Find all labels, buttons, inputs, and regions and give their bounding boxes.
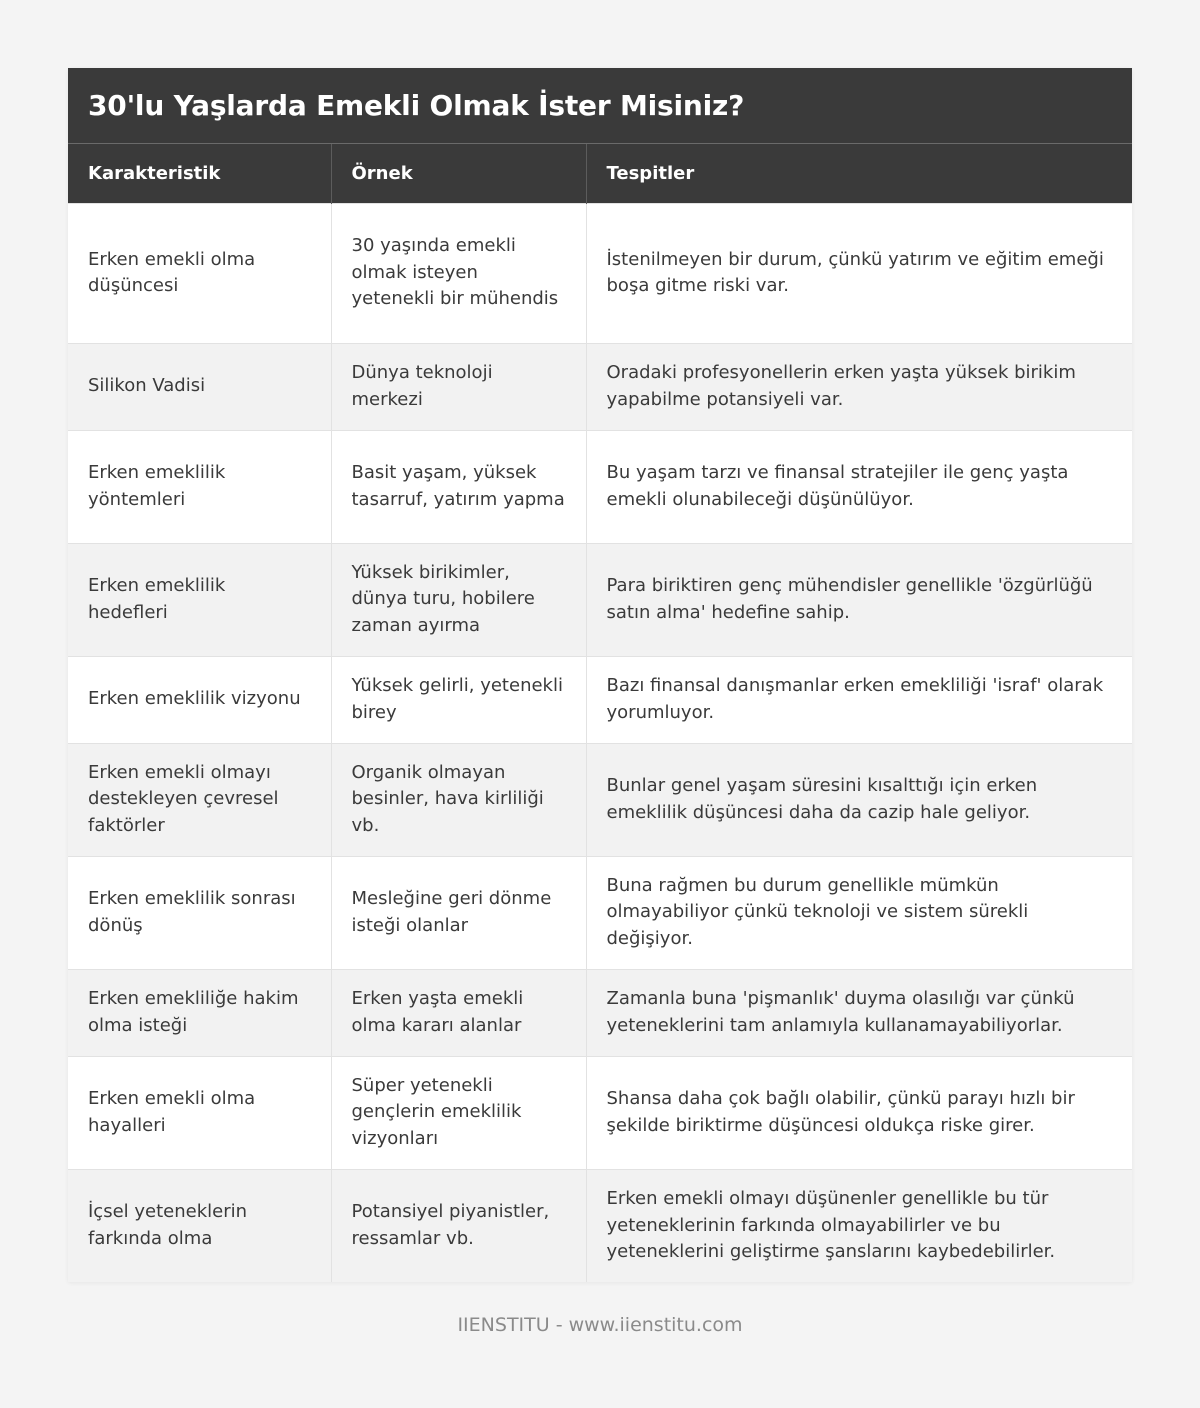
cell-finding: Para biriktiren genç mühendisler genellikle 'özgürlüğü satın alma' hedefine sahip. xyxy=(586,543,1132,656)
cell-finding: Buna rağmen bu durum genellikle mümkün olmayabiliyor çünkü teknoloji ve sistem sürekli değişiyor. xyxy=(586,856,1132,969)
cell-finding: Oradaki profesyonellerin erken yaşta yüksek birikim yapabilme potansiyeli var. xyxy=(586,343,1132,430)
cell-characteristic: Erken emeklilik yöntemleri xyxy=(68,430,331,543)
cell-example: Yüksek birikimler, dünya turu, hobilere zaman ayırma xyxy=(331,543,586,656)
cell-finding: Bazı finansal danışmanlar erken emekliliği 'israf' olarak yorumluyor. xyxy=(586,656,1132,743)
table-row xyxy=(68,203,1132,343)
cell-finding: Bu yaşam tarzı ve finansal stratejiler ile genç yaşta emekli olunabileceği düşünülüyor. xyxy=(586,430,1132,543)
table-row xyxy=(68,430,1132,543)
cell-characteristic: Erken emeklilik hedefleri xyxy=(68,543,331,656)
column-header-findings: Tespitler xyxy=(586,144,1132,203)
data-table xyxy=(68,144,1132,1282)
table-row xyxy=(68,343,1132,430)
table-row xyxy=(68,656,1132,743)
table-row xyxy=(68,969,1132,1056)
table-row xyxy=(68,1169,1132,1282)
column-header-characteristic: Karakteristik xyxy=(68,144,331,203)
table-row xyxy=(68,543,1132,656)
cell-finding: Bunlar genel yaşam süresini kısalttığı için erken emeklilik düşüncesi daha da cazip hale geliyor. xyxy=(586,743,1132,856)
footer-credit: IIENSTITU - www.iienstitu.com xyxy=(457,1314,743,1336)
cell-characteristic: Erken emeklilik vizyonu xyxy=(68,656,331,743)
cell-example: Basit yaşam, yüksek tasarruf, yatırım yapma xyxy=(331,430,586,543)
table-header xyxy=(68,144,1132,203)
cell-finding: Erken emekli olmayı düşünenler genellikle bu tür yeteneklerinin farkında olmayabilirler ve bu yeteneklerini geliştirme şanslarını kaybedebilirler. xyxy=(586,1169,1132,1282)
cell-characteristic: İçsel yeteneklerin farkında olma xyxy=(68,1169,331,1282)
table-row xyxy=(68,743,1132,856)
cell-example: Erken yaşta emekli olma kararı alanlar xyxy=(331,969,586,1056)
cell-example: Dünya teknoloji merkezi xyxy=(331,343,586,430)
cell-characteristic: Erken emekli olma düşüncesi xyxy=(68,203,331,343)
cell-characteristic: Erken emeklilik sonrası dönüş xyxy=(68,856,331,969)
cell-example: Yüksek gelirli, yetenekli birey xyxy=(331,656,586,743)
cell-finding: Zamanla buna 'pişmanlık' duyma olasılığı var çünkü yeteneklerini tam anlamıyla kullanamayabiliyorlar. xyxy=(586,969,1132,1056)
column-header-example: Örnek xyxy=(331,144,586,203)
page-title: 30'lu Yaşlarda Emekli Olmak İster Misiniz? xyxy=(88,89,745,122)
table-card xyxy=(68,68,1132,1282)
table-row xyxy=(68,1056,1132,1169)
cell-characteristic: Erken emekli olma hayalleri xyxy=(68,1056,331,1169)
cell-finding: Shansa daha çok bağlı olabilir, çünkü parayı hızlı bir şekilde biriktirme düşüncesi oldukça riske girer. xyxy=(586,1056,1132,1169)
cell-example: 30 yaşında emekli olmak isteyen yetenekli bir mühendis xyxy=(331,203,586,343)
cell-example: Organik olmayan besinler, hava kirliliği vb. xyxy=(331,743,586,856)
cell-characteristic: Silikon Vadisi xyxy=(68,343,331,430)
title-bar xyxy=(68,68,1132,144)
table-row xyxy=(68,856,1132,969)
header-row xyxy=(68,144,1132,203)
table-body xyxy=(68,203,1132,1282)
cell-characteristic: Erken emekliliğe hakim olma isteği xyxy=(68,969,331,1056)
cell-example: Potansiyel piyanistler, ressamlar vb. xyxy=(331,1169,586,1282)
cell-example: Süper yetenekli gençlerin emeklilik vizyonları xyxy=(331,1056,586,1169)
cell-characteristic: Erken emekli olmayı destekleyen çevresel faktörler xyxy=(68,743,331,856)
cell-example: Mesleğine geri dönme isteği olanlar xyxy=(331,856,586,969)
cell-finding: İstenilmeyen bir durum, çünkü yatırım ve eğitim emeği boşa gitme riski var. xyxy=(586,203,1132,343)
